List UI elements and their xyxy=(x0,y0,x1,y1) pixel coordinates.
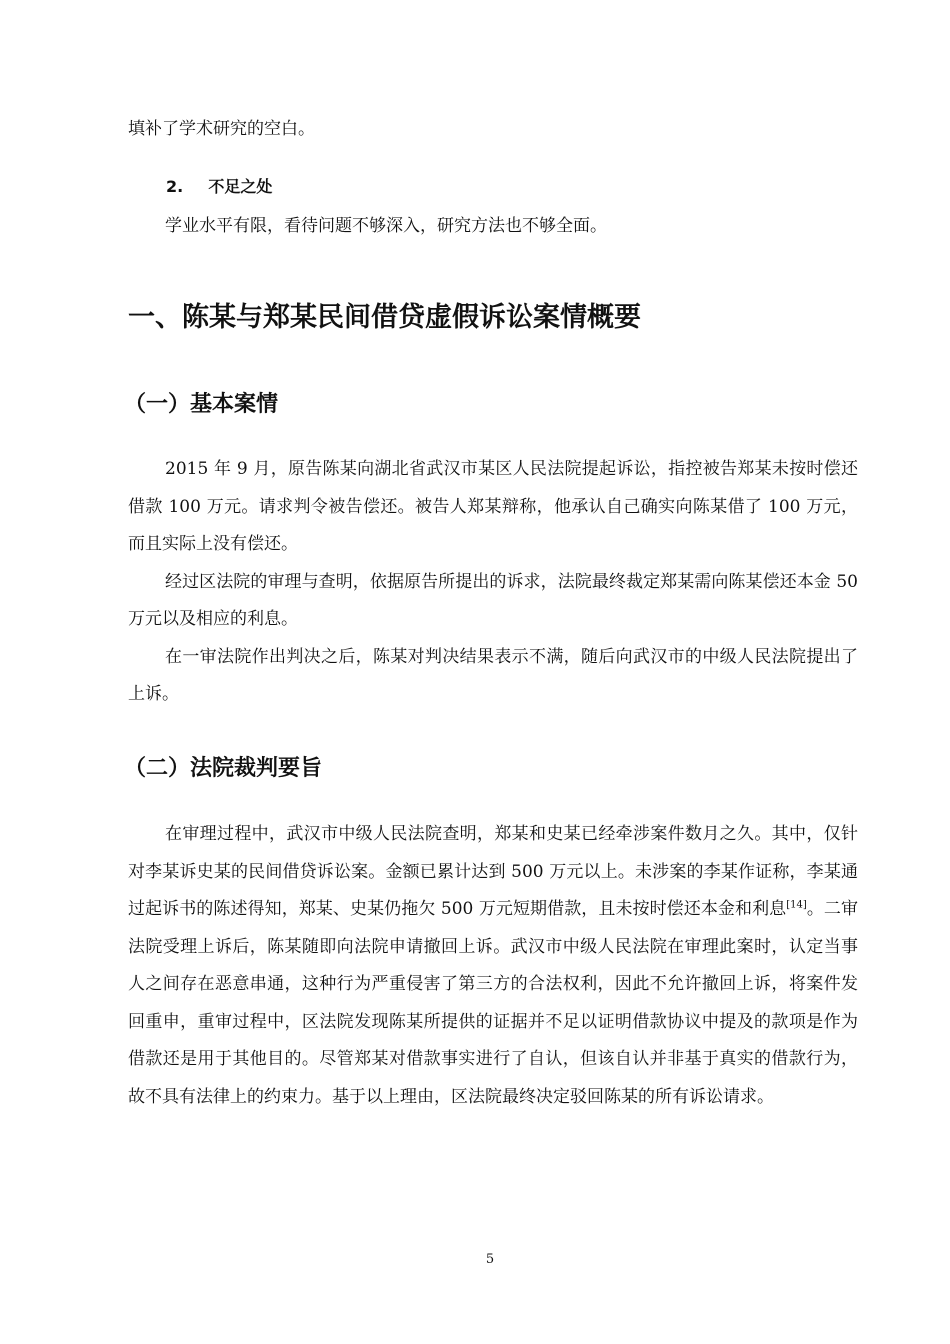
section1-paragraph: 经过区法院的审理与查明，依据原告所提出的诉求，法院最终裁定郑某需向陈某偿还本金 50 万元以及相应的利息。 xyxy=(128,571,858,629)
chapter-title: 一、陈某与郑某民间借贷虚假诉讼案情概要 xyxy=(128,302,641,333)
section1-title: （一）基本案情 xyxy=(124,392,279,417)
citation-marker: [14] xyxy=(786,899,807,911)
intro-tail-text: 填补了学术研究的空白。 xyxy=(128,119,315,139)
section2-paragraph xyxy=(128,816,858,1116)
shortcomings-heading xyxy=(166,174,566,197)
section2-title: （二）法院裁判要旨 xyxy=(124,756,323,781)
section1-body xyxy=(128,451,858,714)
shortcomings-title: 不足之处 xyxy=(208,177,273,196)
shortcomings-number: 2. xyxy=(166,177,184,196)
page-number: 5 xyxy=(485,1252,495,1267)
section1-paragraph: 2015 年 9 月，原告陈某向湖北省武汉市某区人民法院提起诉讼，指控被告郑某未按时偿还借款 100 万元。请求判令被告偿还。被告人郑某辩称，他承认自己确实向陈某借了 100 万元，而且实际上没有偿还。 xyxy=(128,459,858,554)
section1-paragraph: 在一审法院作出判决之后，陈某对判决结果表示不满，随后向武汉市的中级人民法院提出了上诉。 xyxy=(128,646,858,704)
section2-text-part1: 在审理过程中，武汉市中级人民法院查明，郑某和史某已经牵涉案件数月之久。其中，仅针对李某诉史某的民间借贷诉讼案。金额已累计达到 500 万元以上。未涉案的李某作证称，李某通过起诉书的陈述得知，郑某、史某仍拖欠 500 万元短期借款，且未按时偿还本金和利息 xyxy=(128,824,858,919)
section2-text-part2: 。二审法院受理上诉后，陈某随即向法院申请撤回上诉。武汉市中级人民法院在审理此案时，认定当事人之间存在恶意串通，这种行为严重侵害了第三方的合法权利，因此不允许撤回上诉，将案件发回重申，重审过程中，区法院发现陈某所提供的证据并不足以证明借款协议中提及的款项是作为借款还是用于其他目的。尽管郑某对借款事实进行了自认，但该自认并非基于真实的借款行为，故不具有法律上的约束力。基于以上理由，区法院最终决定驳回陈某的所有诉讼请求。 xyxy=(128,899,858,1107)
shortcomings-text: 学业水平有限，看待问题不够深入，研究方法也不够全面。 xyxy=(165,216,607,236)
